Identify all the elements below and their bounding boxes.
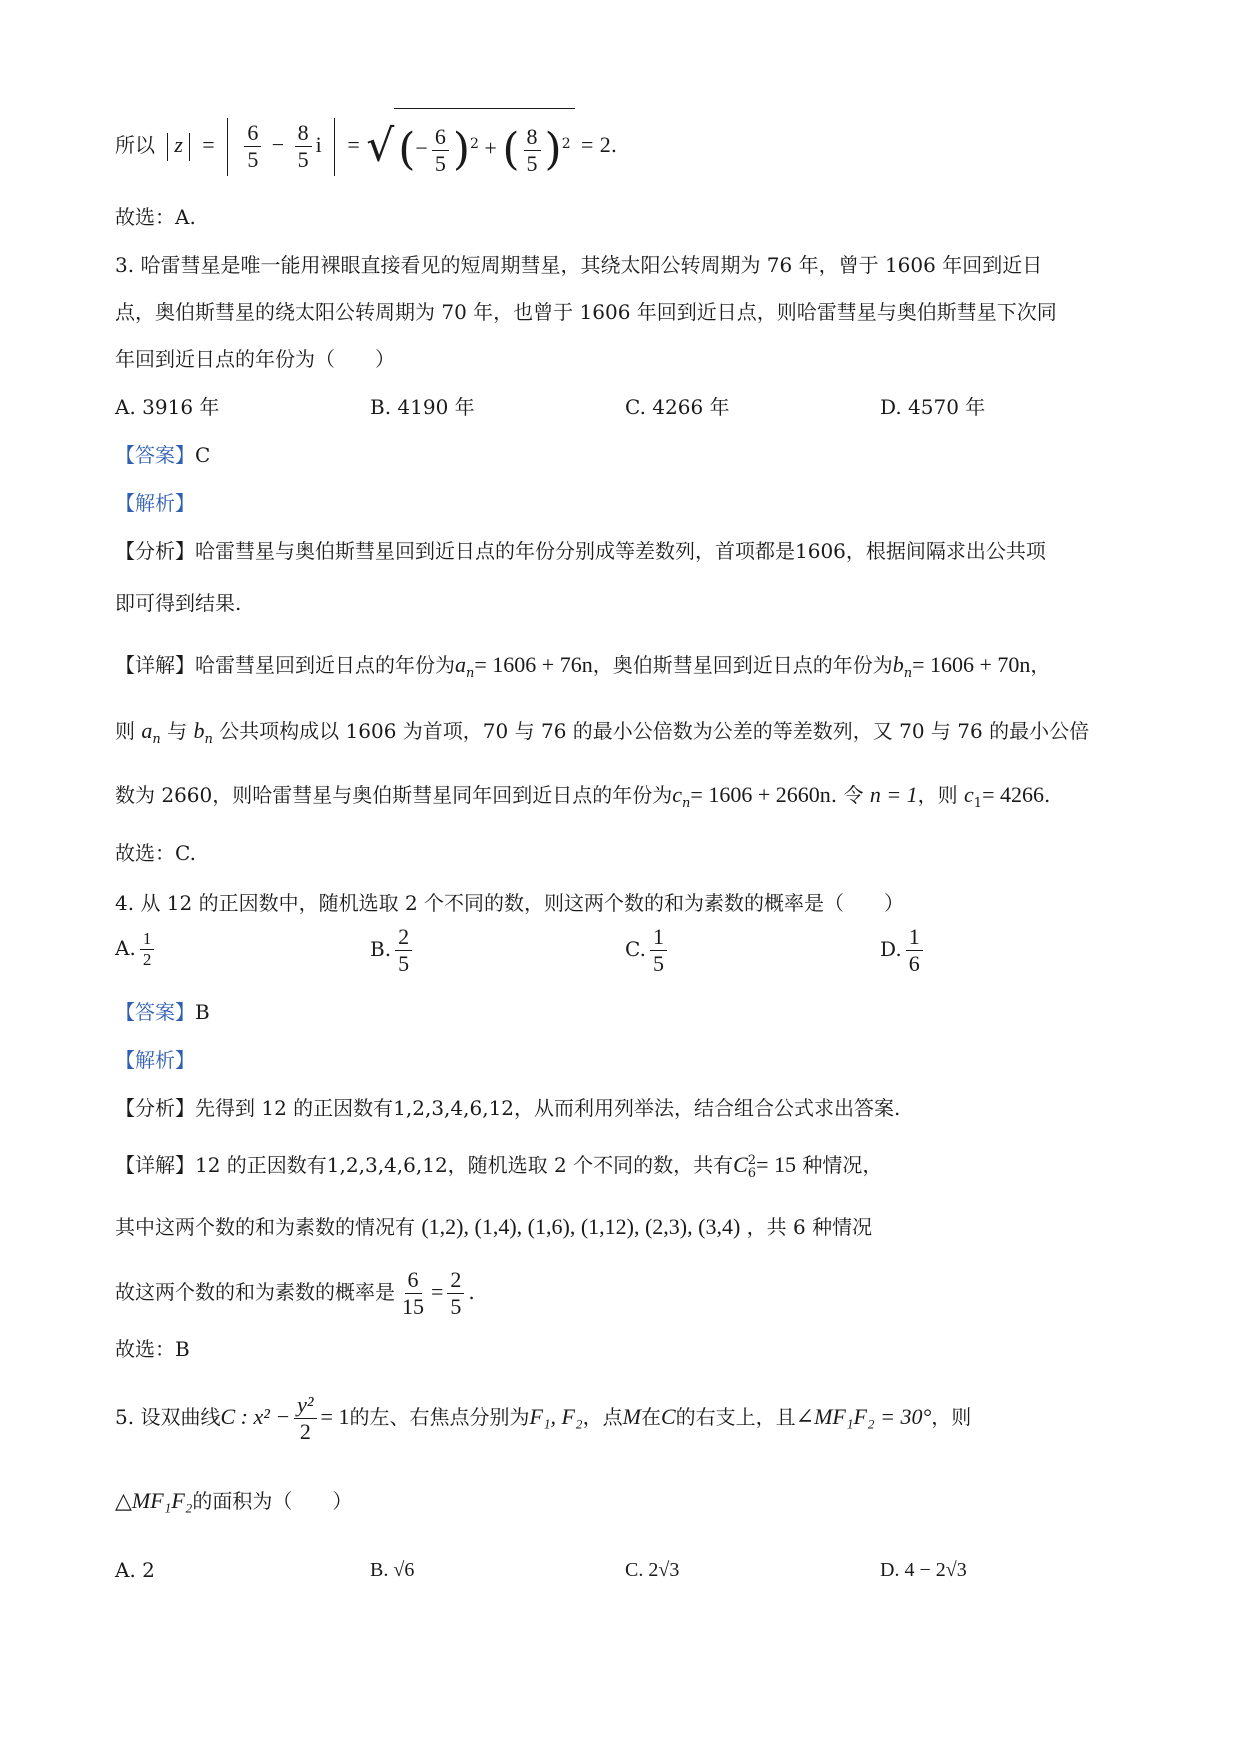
answer-value: C <box>195 443 211 467</box>
equals: = <box>580 132 594 158</box>
q5-text-1: 5. 设双曲线C : x² − $\frac{\text{y²}}{2}$ = 1的左、右焦点分别为F₁, F₂，点M在C的右支上，且∠MF₁F₂ = 30°，则 <box>115 1392 972 1444</box>
abs-bar <box>167 133 168 161</box>
q4-fenxi: 【分析】先得到 12 的正因数有1,2,3,4,6,12，从而利用列举法，结合组合公式求出答案. <box>115 1096 901 1120</box>
q4-option-b: B. $\frac{2}{5}$ <box>370 925 416 976</box>
q3-option-c: C. 4266 年 <box>625 395 730 419</box>
q3-option-d: D. 4570 年 <box>880 395 986 419</box>
q3-fenxi-1 <box>115 536 1131 566</box>
result: 2 <box>599 132 611 158</box>
sqrt-body: (− $\frac{6}{5}$ )$^2$ + ( $\frac{8}{5}$ )$^2$ <box>394 108 574 185</box>
c1-expr: = 4266 <box>982 782 1044 807</box>
bn-expr: = 1606 + 70n <box>912 652 1031 677</box>
an-expr: = 1606 + 76n <box>474 652 593 677</box>
q5-text-2: △MF₁F₂的面积为（ ） <box>115 1488 353 1513</box>
q3-text-1: 3. 哈雷彗星是唯一能用裸眼直接看见的短周期彗星，其绕太阳公转周期为 76 年，曾于 1606 年回到近日 <box>115 253 1043 277</box>
q5-option-b: B. √6 <box>370 1559 415 1581</box>
q4-detail-2: 其中这两个数的和为素数的情况有 (1,2), (1,4), (1,6), (1,12), (2,3), (3,4) ，共 6 种情况 <box>115 1214 873 1239</box>
q3-option-b: B. 4190 年 <box>370 395 475 419</box>
q4-end: 故选：B <box>115 1337 190 1361</box>
cn-expr: = 1606 + 2660n <box>690 782 831 807</box>
n-eq: n = 1 <box>869 782 918 807</box>
q3-detail-1: 【详解】哈雷彗星回到近日点的年份为$a_n= 1606 + 76n$，奥伯斯彗星回到近日点的年份为$b_n= 1606 + 70n$， <box>115 652 1051 681</box>
detail-tag: 【详解】 <box>115 653 195 677</box>
q3-option-a: A. 3916 年 <box>115 395 220 419</box>
q4-detail-1: 【详解】12 的正因数有1,2,3,4,6,12，随机选取 2 个不同的数，共有C 2 6 = 15 种情况， <box>115 1152 883 1181</box>
fenxi-text: 哈雷彗星与奥伯斯彗星回到近日点的年份分别成等差数列，首项都是1606，根据间隔求出公共项 <box>195 539 1046 563</box>
q4-option-d: D. $\frac{1}{6}$ <box>880 925 927 976</box>
q3-analysis-tag: 【解析】 <box>115 491 195 515</box>
q3-text-3: 年回到近日点的年份为（ ） <box>115 347 395 371</box>
modulus-line: 所以 z = $\frac{6}{5}$ − $\frac{8}{5}$ i = √(− $\frac{6}{5}$ )$^2$ + ( $\frac{8}{5}$ )$^2$ = 2. <box>115 108 1131 178</box>
fraction: $\frac{8}{5}$ <box>295 121 312 172</box>
q5-option-c: C. 2√3 <box>625 1559 680 1581</box>
q3-text-2: 点，奥伯斯彗星的绕太阳公转周期为 70 年，也曾于 1606 年回到近日点，则哈雷彗星与奥伯斯彗星下次同 <box>115 300 1057 324</box>
equals: = <box>347 132 360 158</box>
q4-option-c: C. $\frac{1}{5}$ <box>625 925 671 976</box>
abs-bar <box>189 133 190 161</box>
fraction: $\frac{8}{5}$ <box>524 125 541 176</box>
q3-end: 故选：C. <box>115 841 196 865</box>
q4-answer: 【答案】B <box>115 1000 210 1024</box>
q4-analysis-tag: 【解析】 <box>115 1048 195 1072</box>
choice-line: 故选：A. <box>115 205 196 229</box>
text: 所以 <box>115 133 155 158</box>
equals: = <box>202 132 215 158</box>
q3-fenxi-2: 即可得到结果. <box>115 591 242 615</box>
fraction: $\frac{6}{5}$ <box>432 125 449 176</box>
abs-bar <box>227 118 228 176</box>
imaginary-unit: i <box>315 132 322 158</box>
q3-detail-3: 数为 2660，则哈雷彗星与奥伯斯彗星同年回到近日点的年份为$c_n= 1606 + 2660n$. 令 n = 1，则 $c_1= 4266$. <box>115 782 1051 811</box>
q5-option-d: D. 4 − 2√3 <box>880 1559 967 1581</box>
prime-pairs: (1,2), (1,4), (1,6), (1,12), (2,3), (3,4) <box>421 1214 741 1239</box>
abs-bar <box>334 118 335 176</box>
q3-detail-2: 则 $a_n$ 与 $b_n$ 公共项构成以 1606 为首项，70 与 76 的最小公倍数为公差的等差数列，又 70 与 76 的最小公倍 <box>115 718 1090 747</box>
fraction: $\frac{6}{5}$ <box>244 121 261 172</box>
fenxi-tag: 【分析】 <box>115 539 195 563</box>
sqrt-sign: √ <box>366 120 395 172</box>
answer-tag: 【答案】 <box>115 443 195 467</box>
q4-detail-3: 故这两个数的和为素数的概率是 $\frac{6}{15}$ = $\frac{2}{5}$ . <box>115 1267 475 1319</box>
q4-text: 4. 从 12 的正因数中，随机选取 2 个不同的数，则这两个数的和为素数的概率是（ ） <box>115 891 905 915</box>
var-z: z <box>174 132 183 158</box>
q5-option-a: A. 2 <box>115 1558 155 1582</box>
q4-option-a: A. $\frac{1}{2}$ <box>115 930 158 969</box>
q3-answer <box>115 440 1131 470</box>
